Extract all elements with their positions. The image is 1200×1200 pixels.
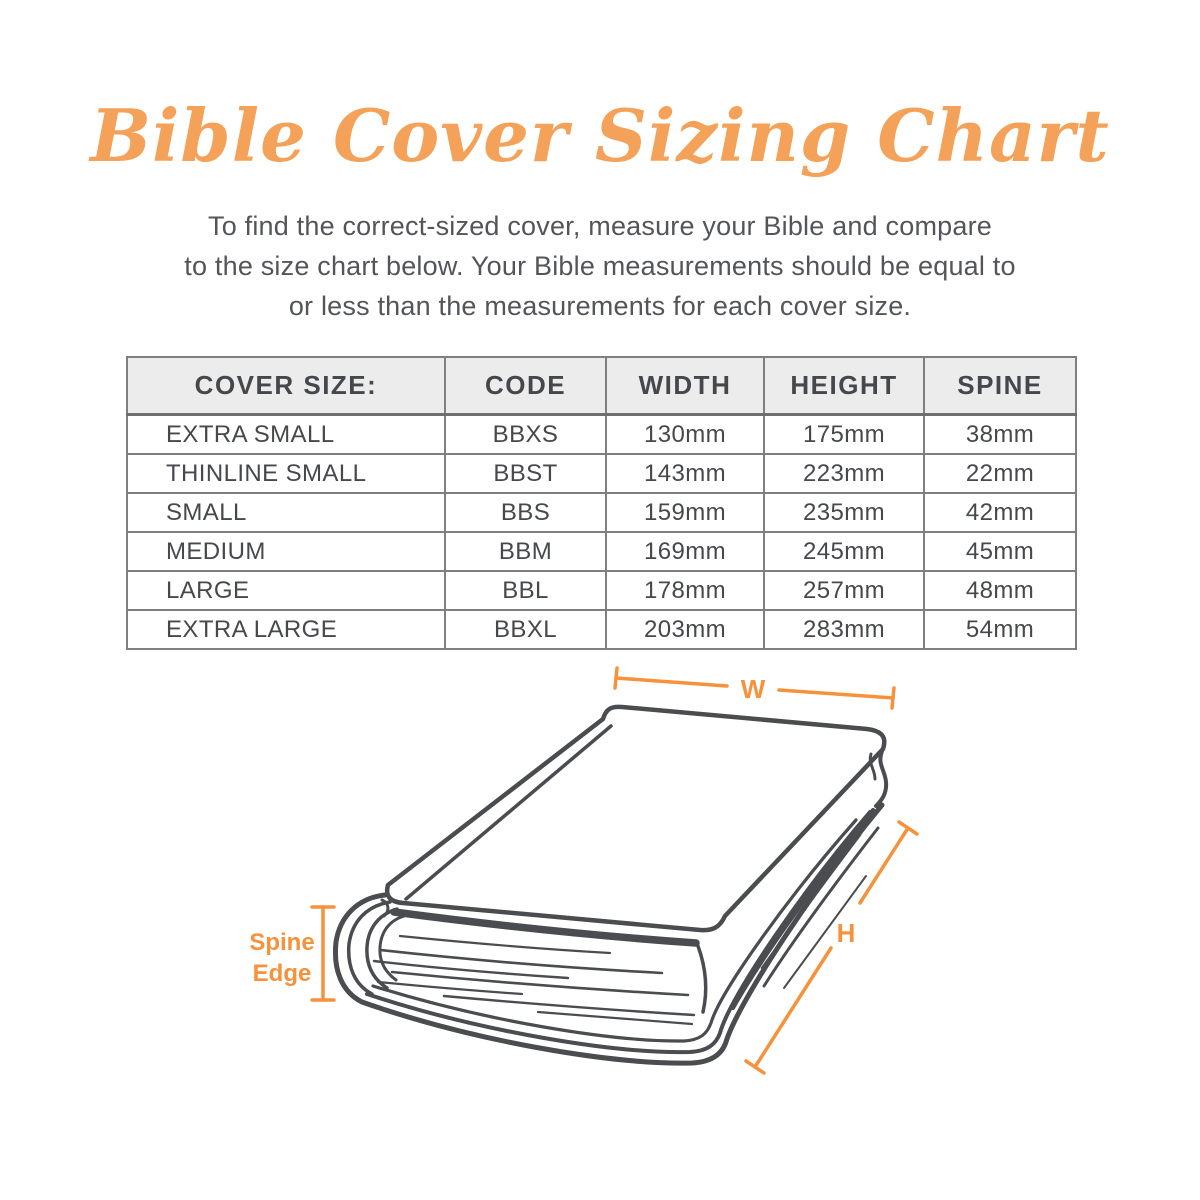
table-row bbox=[127, 454, 1076, 493]
book-cover bbox=[387, 707, 886, 943]
cell-spine: 54mm bbox=[924, 610, 1076, 649]
cell-width: 159mm bbox=[606, 493, 764, 532]
sizing-table-container bbox=[126, 356, 1075, 650]
cell-width: 143mm bbox=[606, 454, 764, 493]
col-header-height: HEIGHT bbox=[764, 357, 924, 415]
spine-edge-label-line2: Edge bbox=[252, 960, 312, 987]
cell-width: 178mm bbox=[606, 571, 764, 610]
intro-line-2: to the size chart below. Your Bible measurements should be equal to bbox=[184, 251, 1016, 281]
sizing-table bbox=[126, 356, 1077, 650]
cell-spine: 45mm bbox=[924, 532, 1076, 571]
cell-spine: 38mm bbox=[924, 415, 1076, 455]
width-label: W bbox=[740, 674, 766, 704]
col-header-code: CODE bbox=[445, 357, 606, 415]
cell-code: BBS bbox=[445, 493, 606, 532]
table-row bbox=[127, 493, 1076, 532]
cell-height: 257mm bbox=[764, 571, 924, 610]
cell-width: 203mm bbox=[606, 610, 764, 649]
cell-height: 283mm bbox=[764, 610, 924, 649]
cell-size: SMALL bbox=[127, 493, 445, 532]
cell-height: 175mm bbox=[764, 415, 924, 455]
book-spine-pages-inner bbox=[380, 916, 404, 980]
intro-text bbox=[0, 206, 1200, 326]
book-corner-curve bbox=[698, 946, 706, 1012]
cell-height: 223mm bbox=[764, 454, 924, 493]
cell-code: BBL bbox=[445, 571, 606, 610]
spine-measure-line bbox=[312, 907, 334, 1000]
col-header-cover-size: COVER SIZE: bbox=[127, 357, 445, 415]
cell-spine: 48mm bbox=[924, 571, 1076, 610]
cell-size: EXTRA LARGE bbox=[127, 610, 445, 649]
cell-size: THINLINE SMALL bbox=[127, 454, 445, 493]
col-header-width: WIDTH bbox=[606, 357, 764, 415]
intro-line-3: or less than the measurements for each cover size. bbox=[288, 291, 912, 321]
table-header-row bbox=[127, 357, 1076, 415]
cell-width: 169mm bbox=[606, 532, 764, 571]
cell-code: BBXL bbox=[445, 610, 606, 649]
cell-size: LARGE bbox=[127, 571, 445, 610]
table-row bbox=[127, 610, 1076, 649]
cell-spine: 42mm bbox=[924, 493, 1076, 532]
book-illustration bbox=[230, 650, 990, 1185]
cell-spine: 22mm bbox=[924, 454, 1076, 493]
cell-code: BBXS bbox=[445, 415, 606, 455]
cell-code: BBM bbox=[445, 532, 606, 571]
cell-size: MEDIUM bbox=[127, 532, 445, 571]
book-measurement-diagram bbox=[230, 650, 990, 1190]
table-row bbox=[127, 571, 1076, 610]
cell-height: 245mm bbox=[764, 532, 924, 571]
col-header-spine: SPINE bbox=[924, 357, 1076, 415]
page-title: Bible Cover Sizing Chart bbox=[90, 93, 1110, 178]
cell-width: 130mm bbox=[606, 415, 764, 455]
cell-height: 235mm bbox=[764, 493, 924, 532]
height-label: H bbox=[836, 918, 856, 948]
cell-code: BBST bbox=[445, 454, 606, 493]
table-row bbox=[127, 532, 1076, 571]
table-row bbox=[127, 415, 1076, 455]
intro-line-1: To find the correct-sized cover, measure your Bible and compare bbox=[208, 211, 992, 241]
book-cover-flare bbox=[876, 751, 886, 806]
spine-edge-label-line1: Spine bbox=[249, 929, 315, 956]
cell-size: EXTRA SMALL bbox=[127, 415, 445, 455]
